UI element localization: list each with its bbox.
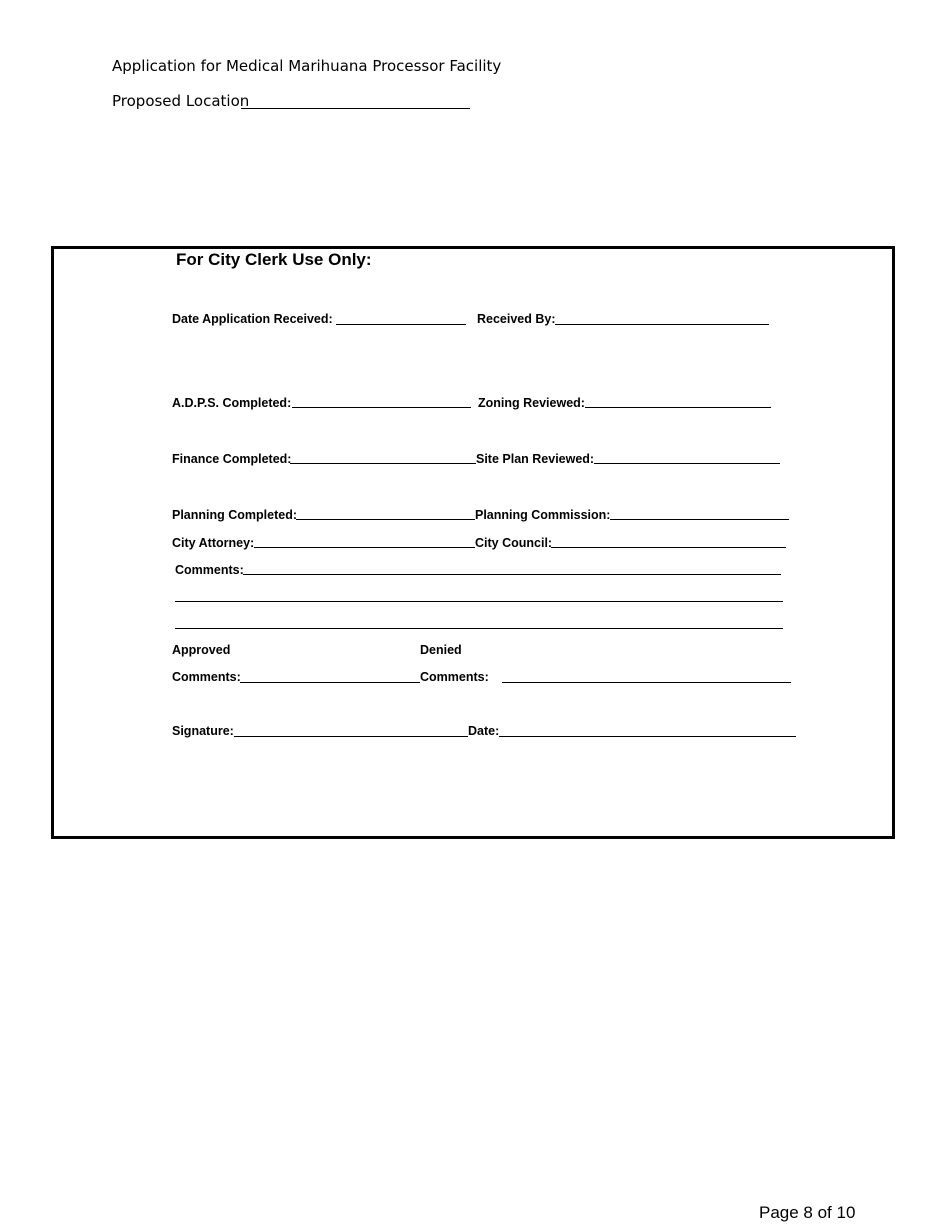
zoning-field[interactable] — [585, 407, 771, 408]
adps-field[interactable] — [292, 407, 471, 408]
proposed-location-field[interactable] — [241, 108, 470, 109]
approved-label: Approved — [172, 643, 231, 657]
adps-label: A.D.P.S. Completed: — [172, 396, 292, 410]
planning-label: Planning Completed: — [172, 508, 297, 522]
finance-field[interactable] — [290, 463, 476, 464]
finance-label: Finance Completed: — [172, 452, 292, 466]
city-council-field[interactable] — [551, 547, 786, 548]
proposed-location-label: Proposed Location — [112, 92, 250, 110]
comments-field-line-2[interactable] — [175, 601, 783, 602]
city-council-label: City Council: — [475, 536, 553, 550]
document-title: Application for Medical Marihuana Processor Facility — [112, 57, 502, 75]
signature-field[interactable] — [234, 736, 468, 737]
denied-comments-field[interactable] — [502, 682, 791, 683]
planning-field[interactable] — [296, 519, 475, 520]
page-number: Page 8 of 10 — [759, 1203, 856, 1222]
received-by-label: Received By: — [477, 312, 556, 326]
clerk-box-title: For City Clerk Use Only: — [176, 250, 372, 269]
site-plan-label: Site Plan Reviewed: — [476, 452, 595, 466]
denied-label: Denied — [420, 643, 462, 657]
approved-comments-field[interactable] — [240, 682, 420, 683]
date-received-label: Date Application Received: — [172, 312, 333, 326]
planning-commission-field[interactable] — [610, 519, 789, 520]
city-attorney-label: City Attorney: — [172, 536, 255, 550]
comments-field-line-3[interactable] — [175, 628, 783, 629]
comments-field-line-1[interactable] — [243, 574, 781, 575]
date-label: Date: — [468, 724, 500, 738]
comments-label: Comments: — [175, 563, 244, 577]
approved-comments-label: Comments: — [172, 670, 241, 684]
planning-commission-label: Planning Commission: — [475, 508, 611, 522]
date-field[interactable] — [499, 736, 796, 737]
city-attorney-field[interactable] — [254, 547, 475, 548]
site-plan-field[interactable] — [594, 463, 780, 464]
zoning-label: Zoning Reviewed: — [478, 396, 585, 410]
signature-label: Signature: — [172, 724, 234, 738]
received-by-field[interactable] — [555, 324, 769, 325]
date-received-field[interactable] — [336, 324, 466, 325]
denied-comments-label: Comments: — [420, 670, 489, 684]
